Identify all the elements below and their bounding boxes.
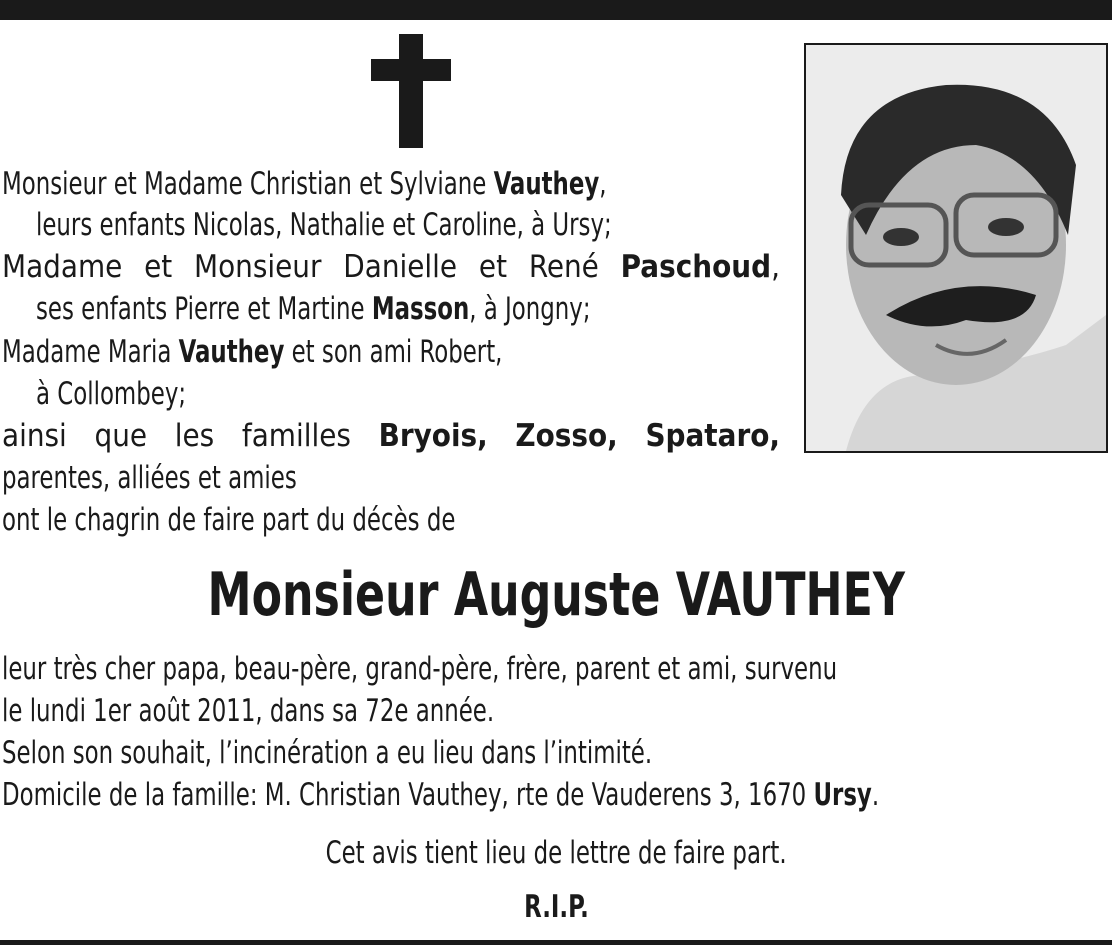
closing-note: Cet avis tient lieu de lettre de faire part. — [325, 835, 787, 871]
family-line-3: Madame et Monsieur Danielle et René Paschoud, — [2, 249, 780, 285]
family-line-2: leurs enfants Nicolas, Nathalie et Caroline, à Ursy; — [36, 207, 612, 243]
family-line-8: parentes, alliées et amies — [2, 460, 297, 496]
family-line-9: ont le chagrin de faire part du décès de — [2, 502, 456, 538]
body-line-1: leur très cher papa, beau-père, grand-père, frère, parent et ami, survenu — [2, 651, 838, 687]
rip-label: R.I.P. — [523, 889, 589, 925]
family-line-7: ainsi que les familles Bryois, Zosso, Spataro, — [2, 418, 780, 454]
body-line-2: le lundi 1er août 2011, dans sa 72e année. — [2, 693, 495, 729]
deceased-name: Monsieur Auguste VAUTHEY — [207, 560, 905, 630]
body-line-3: Selon son souhait, l’incinération a eu lieu dans l’intimité. — [2, 735, 653, 771]
family-line-4: ses enfants Pierre et Martine Masson, à Jongny; — [36, 291, 591, 327]
cross-icon — [371, 34, 451, 148]
bottom-border-rule — [0, 940, 1112, 945]
family-line-5: Madame Maria Vauthey et son ami Robert, — [2, 334, 503, 370]
portrait-photo — [804, 43, 1108, 453]
family-line-1: Monsieur et Madame Christian et Sylviane Vauthey, — [2, 166, 607, 202]
top-border-bar — [0, 0, 1112, 20]
body-line-4: Domicile de la famille: M. Christian Vauthey, rte de Vauderens 3, 1670 Ursy. — [2, 777, 880, 813]
family-line-6: à Collombey; — [36, 376, 187, 412]
